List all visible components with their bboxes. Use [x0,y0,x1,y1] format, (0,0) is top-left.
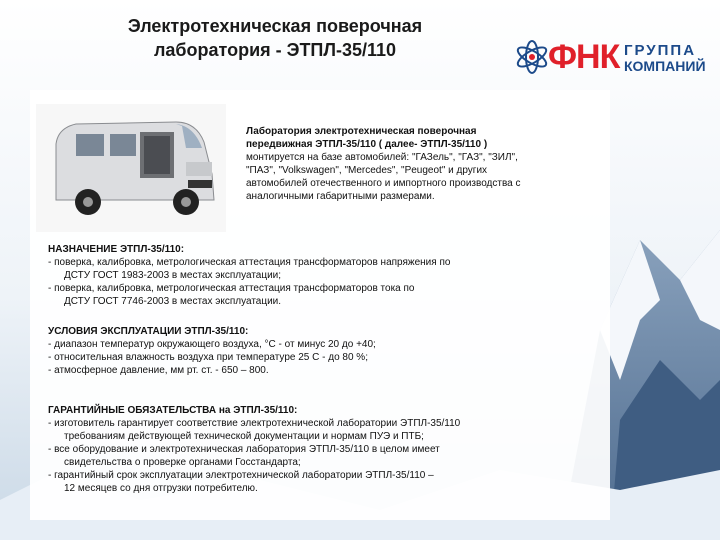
logo-brand: ФНК [548,38,620,76]
purpose-item-1: - поверка, калибровка, метрологическая аттестация трансформаторов напряжения по [48,257,451,268]
logo-line-2: КОМПАНИЙ [624,58,706,74]
title-line-2: лаборатория - ЭТПЛ-35/110 [153,40,397,60]
conditions-item-1: - диапазон температур окружающего воздуха, °С - от минус 20 до +40; [48,339,376,350]
purpose-item-2-cont: ДСТУ ГОСТ 7746-2003 в местах эксплуатации. [64,296,282,307]
purpose-heading: НАЗНАЧЕНИЕ ЭТПЛ-35/110: [48,244,185,255]
company-logo [508,34,708,80]
conditions-heading: УСЛОВИЯ ЭКСПЛУАТАЦИИ ЭТПЛ-35/110: [48,326,249,337]
intro-bold-2: передвижная ЭТПЛ-35/110 ( далее- ЭТПЛ-35/110 ) [246,139,488,150]
intro-line-6: аналогичными габаритными размерами. [246,191,435,202]
intro-line-4: "ПАЗ", "Volkswagen", "Mercedes", "Peugeot" и других [246,165,488,176]
page-title [60,14,490,62]
intro-bold-1: Лаборатория электротехническая поверочная [246,126,477,137]
warranty-item-3-cont: 12 месяцев со дня отгрузки потребителю. [64,483,258,494]
warranty-item-2-cont: свидетельства о проверке органами Госстандарта; [64,457,301,468]
warranty-item-1-cont: требованиям действующей технической документации и нормам ПУЭ и ПТБ; [64,431,424,442]
conditions-item-2: - относительная влажность воздуха при температуре 25 С - до 80 %; [48,352,368,363]
warranty-item-1: - изготовитель гарантирует соответствие электротехнической лаборатории ЭТПЛ-35/110 [48,418,461,429]
conditions-section [48,325,588,377]
conditions-item-3: - атмосферное давление, мм рт. ст. - 650 – 800. [48,365,269,376]
title-line-1: Электротехническая поверочная [127,16,423,36]
intro-line-5: автомобилей отечественного и импортного производства с [246,178,521,189]
purpose-item-1-cont: ДСТУ ГОСТ 1983-2003 в местах эксплуатации; [64,270,282,281]
intro-line-3: монтируется на базе автомобилей: "ГАЗель", "ГАЗ", "ЗИЛ", [246,152,518,163]
warranty-item-2: - все оборудование и электротехническая лаборатория ЭТПЛ-35/110 в целом имеет [48,444,440,455]
purpose-section [48,243,588,308]
logo-line-1: ГРУППА [624,42,697,59]
van-image [36,104,226,232]
warranty-item-3: - гарантийный срок эксплуатации электротехнической лаборатории ЭТПЛ-35/110 – [48,470,434,481]
warranty-heading: ГАРАНТИЙНЫЕ ОБЯЗАТЕЛЬСТВА на ЭТПЛ-35/110: [48,405,298,416]
intro-text [246,125,596,203]
purpose-item-2: - поверка, калибровка, метрологическая аттестация трансформаторов тока по [48,283,415,294]
warranty-section [48,404,588,495]
